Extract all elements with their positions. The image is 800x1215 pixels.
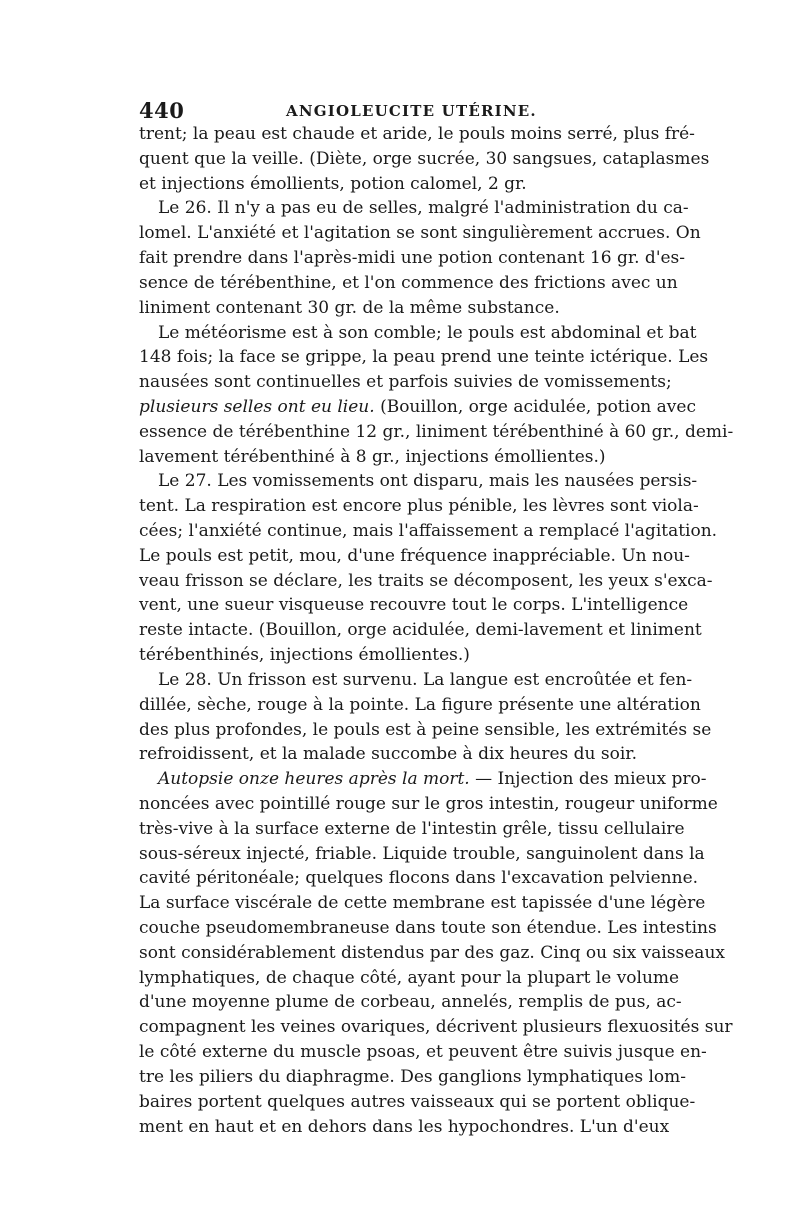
line-text: essence de térébenthine 12 gr., liniment térébenthiné à 60 gr., demi- (139, 421, 734, 442)
line-text: quent que la veille. (Diète, orge sucrée, 30 sangsues, cataplasmes (139, 148, 710, 169)
text-line (139, 792, 718, 817)
text-line (139, 693, 701, 718)
text-line (139, 718, 712, 743)
text-line (139, 767, 707, 792)
line-text: veau frisson se déclare, les traits se décomposent, les yeux s'exca- (139, 570, 713, 591)
line-text: le côté externe du muscle psoas, et peuvent être suivis jusque en- (139, 1042, 707, 1063)
text-line (139, 296, 659, 321)
line-text: dillée, sèche, rouge à la pointe. La figure présente une altération (139, 694, 701, 715)
line-text: tent. La respiration est encore plus pénible, les lèvres sont viola- (139, 496, 699, 517)
line-text: térébenthinés, injections émollientes.) (139, 645, 470, 666)
text-line (139, 1040, 707, 1065)
line-text: sous-séreux injecté, friable. Liquide trouble, sanguinolent dans la (139, 843, 705, 864)
text-line (139, 271, 678, 296)
line-text: tre les piliers du diaphragme. Des ganglions lymphatiques lom- (139, 1066, 687, 1087)
line-text: reste intacte. (Bouillon, orge acidulée, demi-lavement et liniment (139, 620, 702, 641)
text-line (139, 196, 689, 221)
line-text: cavité péritonéale; quelques flocons dans l'excavation pelvienne. (139, 868, 699, 889)
body-text (139, 122, 734, 1139)
line-text: La surface viscérale de cette membrane est tapissée d'une légère (139, 893, 706, 914)
text-line (139, 1090, 696, 1115)
text-line (139, 469, 698, 494)
line-text: sont considérablement distendus par des gaz. Cinq ou six vaisseaux (139, 942, 725, 963)
text-line (139, 643, 659, 668)
line-text: Le météorisme est à son comble; le pouls est abdominal et bat (158, 322, 697, 343)
line-text: lomel. L'anxiété et l'agitation se sont singulièrement accrues. On (139, 223, 701, 244)
text-line (139, 321, 697, 346)
line-text: baires portent quelques autres vaisseaux qui se portent oblique- (139, 1091, 696, 1112)
line-text: d'une moyenne plume de corbeau, annelés, remplis de pus, ac- (139, 992, 682, 1013)
text-line (139, 494, 699, 519)
line-text: Le pouls est petit, mou, d'une fréquence inappréciable. Un nou- (139, 545, 690, 566)
text-line (139, 966, 680, 991)
line-text: 148 fois; la face se grippe, la peau prend une teinte ictérique. Les (139, 347, 709, 368)
line-text: couche pseudomembraneuse dans toute son étendue. Les intestins (139, 918, 717, 938)
text-line (139, 1115, 670, 1140)
text-line (139, 866, 699, 891)
text-line (139, 370, 672, 395)
italic-phrase: Autopsie onze heures après la mort. (158, 769, 470, 790)
text-line (139, 544, 690, 569)
running-title: ANGIOLEUCITE UTÉRINE. (286, 102, 537, 120)
text-line (139, 891, 706, 916)
text-line (139, 1065, 687, 1090)
line-text: refroidissent, et la malade succombe à dix heures du soir. (139, 744, 637, 765)
text-line (139, 246, 686, 271)
text-line (139, 172, 659, 197)
text-line (139, 618, 702, 643)
line-text: compagnent les veines ovariques, décrivent plusieurs flexuosités sur (139, 1017, 733, 1038)
text-line (139, 1015, 733, 1040)
line-text: des plus profondes, le pouls est à peine sensible, les extrémités se (139, 719, 712, 740)
line-text: Le 26. Il n'y a pas eu de selles, malgré l'administration du ca- (158, 198, 689, 219)
text-line (139, 916, 717, 941)
line-text: et injections émollients, potion calomel, 2 gr. (139, 173, 527, 194)
text-line (139, 742, 659, 767)
text-line (139, 569, 713, 594)
line-text: cées; l'anxiété continue, mais l'affaissement a remplacé l'agitation. (139, 521, 718, 541)
text-line (139, 941, 725, 966)
text-line (139, 221, 701, 246)
text-line (139, 990, 682, 1015)
line-text: nausées sont continuelles et parfois suivies de vomissements; (139, 372, 672, 393)
line-text: sence de térébenthine, et l'on commence des frictions avec un (139, 272, 678, 293)
text-line (139, 395, 696, 420)
text-line (139, 345, 709, 370)
text-line (139, 668, 693, 693)
page-header (139, 98, 659, 124)
line-text: (Bouillon, orge acidulée, potion avec (374, 396, 696, 417)
text-line (139, 147, 710, 172)
text-line (139, 519, 718, 544)
line-text: — Injection des mieux pro- (469, 769, 707, 790)
italic-phrase: plusieurs selles ont eu lieu. (139, 396, 375, 417)
line-text: trent; la peau est chaude et aride, le pouls moins serré, plus fré- (139, 124, 695, 144)
line-text: lavement térébenthiné à 8 gr., injections émollientes.) (139, 446, 606, 467)
line-text: vent, une sueur visqueuse recouvre tout le corps. L'intelligence (139, 595, 689, 616)
text-line (139, 842, 705, 867)
line-text: liniment contenant 30 gr. de la même substance. (139, 297, 560, 318)
text-line (139, 420, 734, 445)
text-line (139, 445, 659, 470)
text-line (139, 593, 689, 618)
line-text: noncées avec pointillé rouge sur le gros intestin, rougeur uniforme (139, 793, 718, 814)
line-text: Le 28. Un frisson est survenu. La langue est encroûtée et fen- (158, 669, 693, 690)
text-line (139, 122, 695, 147)
line-text: Le 27. Les vomissements ont disparu, mais les nausées persis- (158, 471, 698, 492)
line-text: lymphatiques, de chaque côté, ayant pour la plupart le volume (139, 967, 680, 988)
line-text: fait prendre dans l'après-midi une potion contenant 16 gr. d'es- (139, 248, 686, 269)
line-text: très-vive à la surface externe de l'intestin grêle, tissu cellulaire (139, 818, 685, 839)
line-text: ment en haut et en dehors dans les hypochondres. L'un d'eux (139, 1116, 670, 1137)
text-line (139, 817, 685, 842)
page-number: 440 (139, 98, 185, 123)
